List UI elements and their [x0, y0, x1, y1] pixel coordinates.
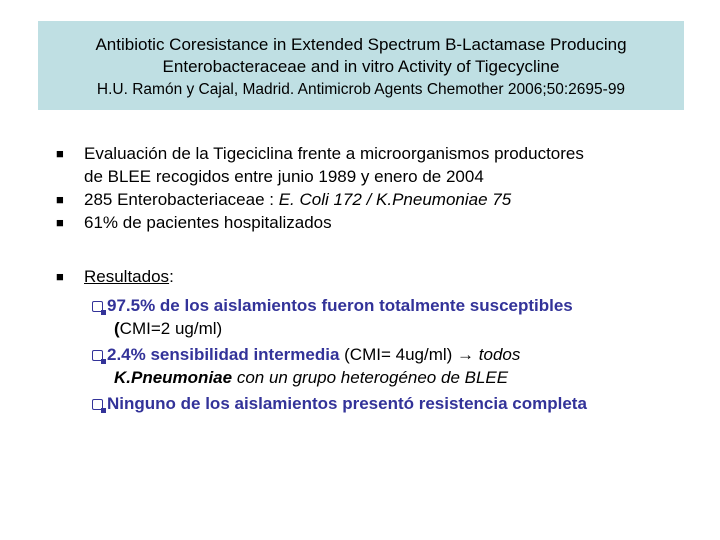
result-text: 97.5% de los aislamientos fueron totalmente susceptibles: [107, 296, 573, 315]
result-paren: (: [114, 319, 120, 338]
square-bullet-icon: ■: [56, 215, 64, 230]
results-label: Resultados: [84, 267, 170, 286]
result-text: Ninguno de los aislamientos presentó resistencia completa: [107, 394, 587, 413]
citation: H.U. Ramón y Cajal, Madrid. Antimicrob Agents Chemother 2006;50:2695-99: [96, 81, 626, 98]
result-italic-text: todos: [478, 345, 521, 364]
checkbox-bullet-icon: [92, 350, 103, 361]
checkbox-bullet-icon: [92, 399, 103, 410]
checkbox-bullet-icon: [92, 301, 103, 312]
title-line-2: Enterobacteraceae and in vitro Activity of Tigecycline: [162, 57, 560, 76]
title-box: [38, 21, 684, 110]
bullet-item: [56, 211, 696, 234]
square-bullet-icon: ■: [56, 146, 64, 161]
results-heading: [56, 265, 696, 288]
result-item: [92, 343, 692, 389]
bullet-text: 61% de pacientes hospitalizados: [84, 213, 332, 232]
bullet-text: Evaluación de la Tigeciclina frente a microorganismos productores: [84, 144, 584, 163]
bullet-text-cont: de BLEE recogidos entre junio 1989 y enero de 2004: [84, 167, 484, 186]
result-item: [92, 294, 692, 340]
bullet-italic-text: E. Coli 172 / K.Pneumoniae 75: [278, 190, 512, 209]
title-line-1: Antibiotic Coresistance in Extended Spectrum B-Lactamase Producing: [95, 35, 627, 54]
result-text: 2.4% sensibilidad intermedia: [107, 345, 340, 364]
results-colon: :: [169, 267, 174, 286]
bullet-text: 285 Enterobacteriaceae :: [84, 190, 279, 209]
bullet-list: [56, 142, 696, 234]
result-item: [92, 392, 692, 415]
result-plain-text: (CMI= 4ug/ml) →: [339, 345, 479, 364]
square-bullet-icon: ■: [56, 269, 64, 284]
result-text-cont: CMI=2 ug/ml): [119, 319, 223, 338]
bullet-item: [56, 142, 696, 188]
square-bullet-icon: ■: [56, 192, 64, 207]
bullet-item: [56, 188, 696, 211]
result-text-cont: con un grupo heterogéneo de BLEE: [232, 368, 509, 387]
result-species: K.Pneumoniae: [114, 368, 233, 387]
